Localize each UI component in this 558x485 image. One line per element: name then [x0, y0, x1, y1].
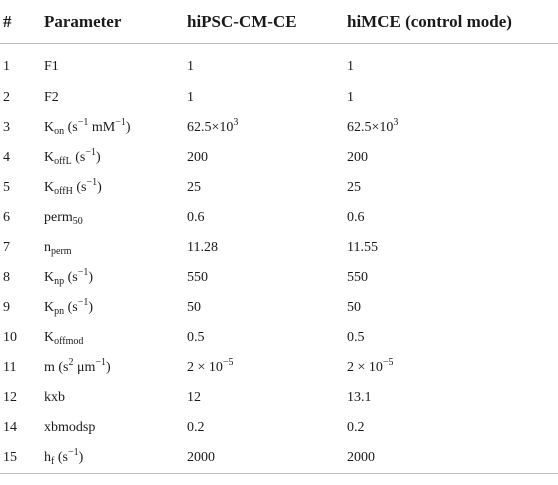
parameter-name: $K_{on}$ ($s^{-1}$ $mM^{-1}$): [44, 117, 131, 137]
parameter-name: kxb: [44, 390, 65, 405]
table-row: [0, 413, 558, 443]
header-parameter: Parameter: [41, 0, 184, 44]
value-himce: 11.55: [347, 240, 378, 255]
parameter-name: m ($s^2$ $\mu m^{-1}$): [44, 357, 111, 375]
header-himce: hiMCE (control mode): [344, 0, 558, 44]
value-hipsc: $2 \times 10^{-5}$: [187, 357, 234, 375]
parameter-name: $K_{np}$ $(s^{-1})$: [44, 267, 94, 287]
row-number: 7: [3, 240, 10, 255]
value-hipsc: $62.5\times 10^3$: [187, 117, 239, 135]
parameter-name: $K_{pn}$ $(s^{-1})$: [44, 297, 94, 317]
table-row: [0, 44, 558, 84]
value-himce: 13.1: [347, 390, 372, 405]
value-himce: 50: [347, 300, 361, 315]
row-number: 11: [3, 360, 17, 375]
parameter-name: $n_{perm}$: [44, 240, 72, 257]
value-hipsc: 1: [187, 90, 194, 105]
header-number: #: [0, 0, 41, 44]
value-himce: 0.6: [347, 210, 365, 225]
table-row: [0, 113, 558, 143]
value-hipsc: 550: [187, 270, 208, 285]
row-number: 2: [3, 90, 10, 105]
parameter-name: F2: [44, 90, 59, 105]
value-hipsc: 1: [187, 58, 194, 74]
value-himce: $62.5\times 10^3$: [347, 117, 399, 135]
row-number: 1: [3, 58, 10, 74]
row-number: 3: [3, 120, 10, 135]
parameter-name: xbmodsp: [44, 420, 96, 435]
row-number: 5: [3, 180, 10, 195]
value-hipsc: 50: [187, 300, 201, 315]
value-hipsc: 12: [187, 390, 201, 405]
parameter-name: F1: [44, 58, 59, 74]
value-hipsc: 200: [187, 150, 208, 165]
table-row: [0, 323, 558, 353]
row-number: 9: [3, 300, 10, 315]
row-number: 14: [3, 420, 17, 435]
row-number: 8: [3, 270, 10, 285]
value-himce: 200: [347, 150, 368, 165]
row-number: 15: [0, 443, 41, 474]
value-hipsc: 25: [187, 180, 201, 195]
row-number: 4: [3, 150, 10, 165]
parameter-name: perm$_{50}$: [44, 210, 83, 227]
value-hipsc: 11.28: [187, 240, 218, 255]
value-himce: 550: [347, 270, 368, 285]
header-row: [0, 0, 558, 44]
table-row: [0, 443, 558, 474]
table-row: [0, 353, 558, 383]
table-row: [0, 383, 558, 413]
header-hipsc-cm-ce: hiPSC-CM-CE: [184, 0, 344, 44]
value-himce: 25: [347, 180, 361, 195]
value-himce: 1: [347, 90, 354, 105]
parameter-name: $h_f$ $(s^{-1})$: [41, 443, 184, 474]
table-row: [0, 143, 558, 173]
table-row: [0, 293, 558, 323]
value-himce: 1: [347, 58, 354, 74]
table-row: [0, 173, 558, 203]
table-row: [0, 203, 558, 233]
value-himce: 2000: [344, 443, 558, 474]
table-body: [0, 44, 558, 474]
value-himce: $2 \times 10^{-5}$: [347, 357, 394, 375]
table-header: [0, 0, 558, 44]
parameter-name: $K_{offL}$ $(s^{-1})$: [44, 147, 101, 167]
value-hipsc: 0.6: [187, 210, 205, 225]
parameter-name: $K_{offmod}$: [44, 330, 84, 347]
row-number: 6: [3, 210, 10, 225]
table-row: [0, 233, 558, 263]
value-himce: 0.5: [347, 330, 365, 345]
row-number: 12: [3, 390, 17, 405]
row-number: 10: [3, 330, 17, 345]
value-hipsc: 0.5: [187, 330, 205, 345]
parameter-name: $K_{offH}$ $(s^{-1})$: [44, 177, 102, 197]
value-hipsc: 0.2: [187, 420, 205, 435]
value-himce: 0.2: [347, 420, 365, 435]
value-hipsc: 2000: [184, 443, 344, 474]
table-row: [0, 263, 558, 293]
table-row: [0, 83, 558, 113]
